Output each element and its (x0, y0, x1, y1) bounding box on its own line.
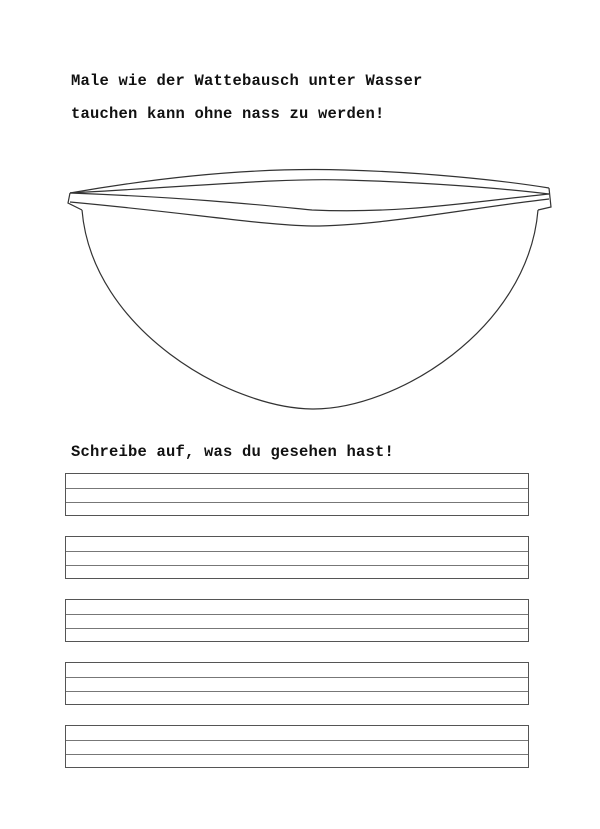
writing-lines-group[interactable] (65, 599, 529, 642)
writing-line[interactable] (66, 502, 528, 503)
rim-left-edge (68, 193, 82, 210)
water-surface-lower (70, 199, 549, 226)
rim-right-edge (538, 188, 551, 210)
writing-line[interactable] (66, 628, 528, 629)
writing-line[interactable] (66, 551, 528, 552)
water-surface (70, 170, 549, 193)
writing-line[interactable] (66, 740, 528, 741)
writing-lines-group[interactable] (65, 536, 529, 579)
rim-band-lower (70, 193, 549, 211)
writing-lines-group[interactable] (65, 662, 529, 705)
instruction-line-2: tauchen kann ohne nass zu werden! (71, 105, 385, 123)
writing-lines-group[interactable] (65, 725, 529, 768)
writing-line[interactable] (66, 565, 528, 566)
writing-lines-group[interactable] (65, 473, 529, 516)
write-prompt-heading: Schreibe auf, was du gesehen hast! (71, 443, 395, 461)
writing-line[interactable] (66, 614, 528, 615)
writing-line[interactable] (66, 488, 528, 489)
bowl-outline (82, 210, 538, 409)
rim-band (70, 180, 549, 194)
instruction-line-1: Male wie der Wattebausch unter Wasser (71, 72, 423, 90)
writing-line[interactable] (66, 754, 528, 755)
writing-line[interactable] (66, 677, 528, 678)
writing-line[interactable] (66, 691, 528, 692)
